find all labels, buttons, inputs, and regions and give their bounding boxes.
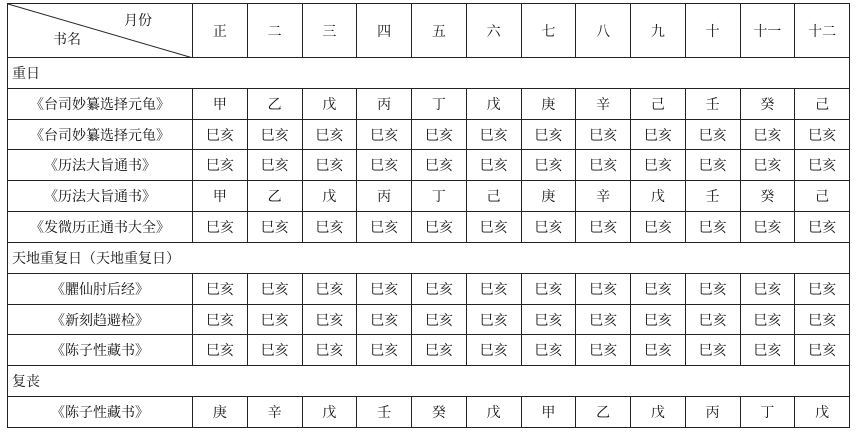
book-name: 《台司妙纂选择元龟》 — [8, 88, 193, 119]
day-cell: 巳亥 — [357, 150, 412, 181]
day-cell: 巳亥 — [521, 212, 576, 243]
day-cell: 壬 — [357, 397, 412, 428]
day-cell: 甲 — [193, 181, 248, 212]
day-cell: 丙 — [685, 397, 740, 428]
day-cell: 巳亥 — [685, 273, 740, 304]
day-cell: 巳亥 — [466, 273, 521, 304]
day-cell: 辛 — [247, 397, 302, 428]
book-name: 《发微历正通书大全》 — [8, 212, 193, 243]
day-cell: 巳亥 — [795, 119, 850, 150]
day-cell: 巳亥 — [685, 304, 740, 335]
day-cell: 巳亥 — [631, 335, 686, 366]
day-cell: 戊 — [466, 397, 521, 428]
book-name: 《陈子性藏书》 — [8, 397, 193, 428]
day-cell: 壬 — [685, 181, 740, 212]
header-row — [8, 4, 850, 58]
day-cell: 巳亥 — [412, 212, 467, 243]
day-cell: 戊 — [631, 181, 686, 212]
day-cell: 巳亥 — [466, 212, 521, 243]
book-name: 《历法大旨通书》 — [8, 150, 193, 181]
day-cell: 巳亥 — [193, 335, 248, 366]
day-cell: 巳亥 — [247, 150, 302, 181]
day-cell: 巳亥 — [576, 150, 631, 181]
day-cell: 巳亥 — [302, 119, 357, 150]
day-cell: 甲 — [193, 88, 248, 119]
month-header: 三 — [302, 4, 357, 58]
day-cell: 乙 — [247, 88, 302, 119]
day-cell: 巳亥 — [631, 212, 686, 243]
day-cell: 乙 — [576, 397, 631, 428]
day-cell: 巳亥 — [193, 119, 248, 150]
day-cell: 巳亥 — [631, 304, 686, 335]
day-cell: 巳亥 — [193, 212, 248, 243]
day-cell: 巳亥 — [740, 212, 795, 243]
month-header: 五 — [412, 4, 467, 58]
day-cell: 巳亥 — [193, 304, 248, 335]
day-cell: 辛 — [576, 181, 631, 212]
day-cell: 巳亥 — [247, 335, 302, 366]
corner-cell — [8, 4, 193, 58]
day-cell: 巳亥 — [357, 119, 412, 150]
month-axis-label: 月份 — [124, 13, 152, 29]
day-cell: 戊 — [302, 181, 357, 212]
day-cell: 巳亥 — [302, 304, 357, 335]
day-cell: 乙 — [247, 181, 302, 212]
day-cell: 巳亥 — [685, 335, 740, 366]
day-cell: 巳亥 — [302, 212, 357, 243]
day-cell: 巳亥 — [740, 273, 795, 304]
day-cell: 己 — [795, 88, 850, 119]
month-header: 十二 — [795, 4, 850, 58]
day-cell: 巳亥 — [466, 150, 521, 181]
day-cell: 巳亥 — [685, 150, 740, 181]
day-cell: 巳亥 — [412, 119, 467, 150]
day-cell: 巳亥 — [521, 150, 576, 181]
day-cell: 巳亥 — [247, 273, 302, 304]
book-name: 《陈子性藏书》 — [8, 335, 193, 366]
day-cell: 巳亥 — [466, 119, 521, 150]
day-cell: 巳亥 — [193, 273, 248, 304]
day-cell: 巳亥 — [357, 273, 412, 304]
day-cell: 丙 — [357, 181, 412, 212]
day-cell: 巳亥 — [576, 212, 631, 243]
day-cell: 癸 — [740, 181, 795, 212]
day-cell: 丙 — [357, 88, 412, 119]
day-cell: 巳亥 — [795, 304, 850, 335]
day-cell: 巳亥 — [795, 212, 850, 243]
day-cell: 甲 — [521, 397, 576, 428]
day-cell: 巳亥 — [685, 212, 740, 243]
day-cell: 巳亥 — [795, 335, 850, 366]
month-header: 十一 — [740, 4, 795, 58]
month-header: 九 — [631, 4, 686, 58]
day-cell: 丁 — [412, 88, 467, 119]
day-cell: 巳亥 — [247, 119, 302, 150]
day-cell: 巳亥 — [795, 273, 850, 304]
day-cell: 巳亥 — [740, 304, 795, 335]
day-cell: 巳亥 — [521, 304, 576, 335]
day-cell: 戊 — [302, 397, 357, 428]
section-row — [8, 366, 850, 397]
month-header: 七 — [521, 4, 576, 58]
book-name: 《历法大旨通书》 — [8, 181, 193, 212]
day-cell: 庚 — [521, 88, 576, 119]
day-cell: 巳亥 — [576, 119, 631, 150]
day-cell: 巳亥 — [357, 335, 412, 366]
diagonal-divider — [8, 4, 193, 58]
day-cell: 巳亥 — [412, 335, 467, 366]
day-cell: 戊 — [302, 88, 357, 119]
day-cell: 巳亥 — [521, 335, 576, 366]
day-cell: 巳亥 — [795, 150, 850, 181]
section-title: 重日 — [8, 58, 850, 89]
day-cell: 巳亥 — [412, 273, 467, 304]
table-row — [8, 181, 850, 212]
day-cell: 巳亥 — [576, 304, 631, 335]
day-cell: 戊 — [631, 397, 686, 428]
table-row — [8, 212, 850, 243]
day-cell: 巳亥 — [466, 304, 521, 335]
day-cell: 巳亥 — [521, 119, 576, 150]
day-cell: 巳亥 — [247, 212, 302, 243]
section-row — [8, 58, 850, 89]
day-cell: 壬 — [685, 88, 740, 119]
day-cell: 巳亥 — [302, 150, 357, 181]
almanac-table — [7, 3, 850, 428]
day-cell: 巳亥 — [685, 119, 740, 150]
day-cell: 癸 — [412, 397, 467, 428]
day-cell: 己 — [466, 181, 521, 212]
book-name: 《臞仙肘后经》 — [8, 273, 193, 304]
day-cell: 巳亥 — [740, 335, 795, 366]
day-cell: 巳亥 — [576, 273, 631, 304]
day-cell: 巳亥 — [521, 273, 576, 304]
month-header: 二 — [247, 4, 302, 58]
month-header: 四 — [357, 4, 412, 58]
book-name: 《新刻趋避检》 — [8, 304, 193, 335]
month-header: 正 — [193, 4, 248, 58]
table-row — [8, 119, 850, 150]
day-cell: 丁 — [740, 397, 795, 428]
table-row — [8, 150, 850, 181]
day-cell: 巳亥 — [193, 150, 248, 181]
day-cell: 辛 — [576, 88, 631, 119]
table-row — [8, 273, 850, 304]
day-cell: 巳亥 — [412, 304, 467, 335]
month-header: 十 — [685, 4, 740, 58]
day-cell: 巳亥 — [357, 304, 412, 335]
day-cell: 巳亥 — [412, 150, 467, 181]
day-cell: 巳亥 — [302, 335, 357, 366]
day-cell: 巳亥 — [631, 150, 686, 181]
table-row — [8, 304, 850, 335]
day-cell: 丁 — [412, 181, 467, 212]
day-cell: 巳亥 — [740, 150, 795, 181]
day-cell: 巳亥 — [466, 335, 521, 366]
section-title: 复丧 — [8, 366, 850, 397]
section-row — [8, 242, 850, 273]
day-cell: 巳亥 — [357, 212, 412, 243]
book-axis-label: 书名 — [53, 32, 81, 48]
day-cell: 戊 — [466, 88, 521, 119]
day-cell: 己 — [795, 181, 850, 212]
day-cell: 庚 — [193, 397, 248, 428]
day-cell: 巳亥 — [576, 335, 631, 366]
day-cell: 戊 — [795, 397, 850, 428]
day-cell: 庚 — [521, 181, 576, 212]
day-cell: 巳亥 — [247, 304, 302, 335]
day-cell: 巳亥 — [631, 273, 686, 304]
table-row — [8, 397, 850, 428]
month-header: 六 — [466, 4, 521, 58]
section-title: 天地重复日（天地重复日） — [8, 242, 850, 273]
book-name: 《台司妙纂选择元龟》 — [8, 119, 193, 150]
month-header: 八 — [576, 4, 631, 58]
day-cell: 己 — [631, 88, 686, 119]
day-cell: 巳亥 — [631, 119, 686, 150]
day-cell: 巳亥 — [302, 273, 357, 304]
day-cell: 巳亥 — [740, 119, 795, 150]
table-row — [8, 335, 850, 366]
table-body — [8, 4, 850, 428]
day-cell: 癸 — [740, 88, 795, 119]
table-row — [8, 88, 850, 119]
